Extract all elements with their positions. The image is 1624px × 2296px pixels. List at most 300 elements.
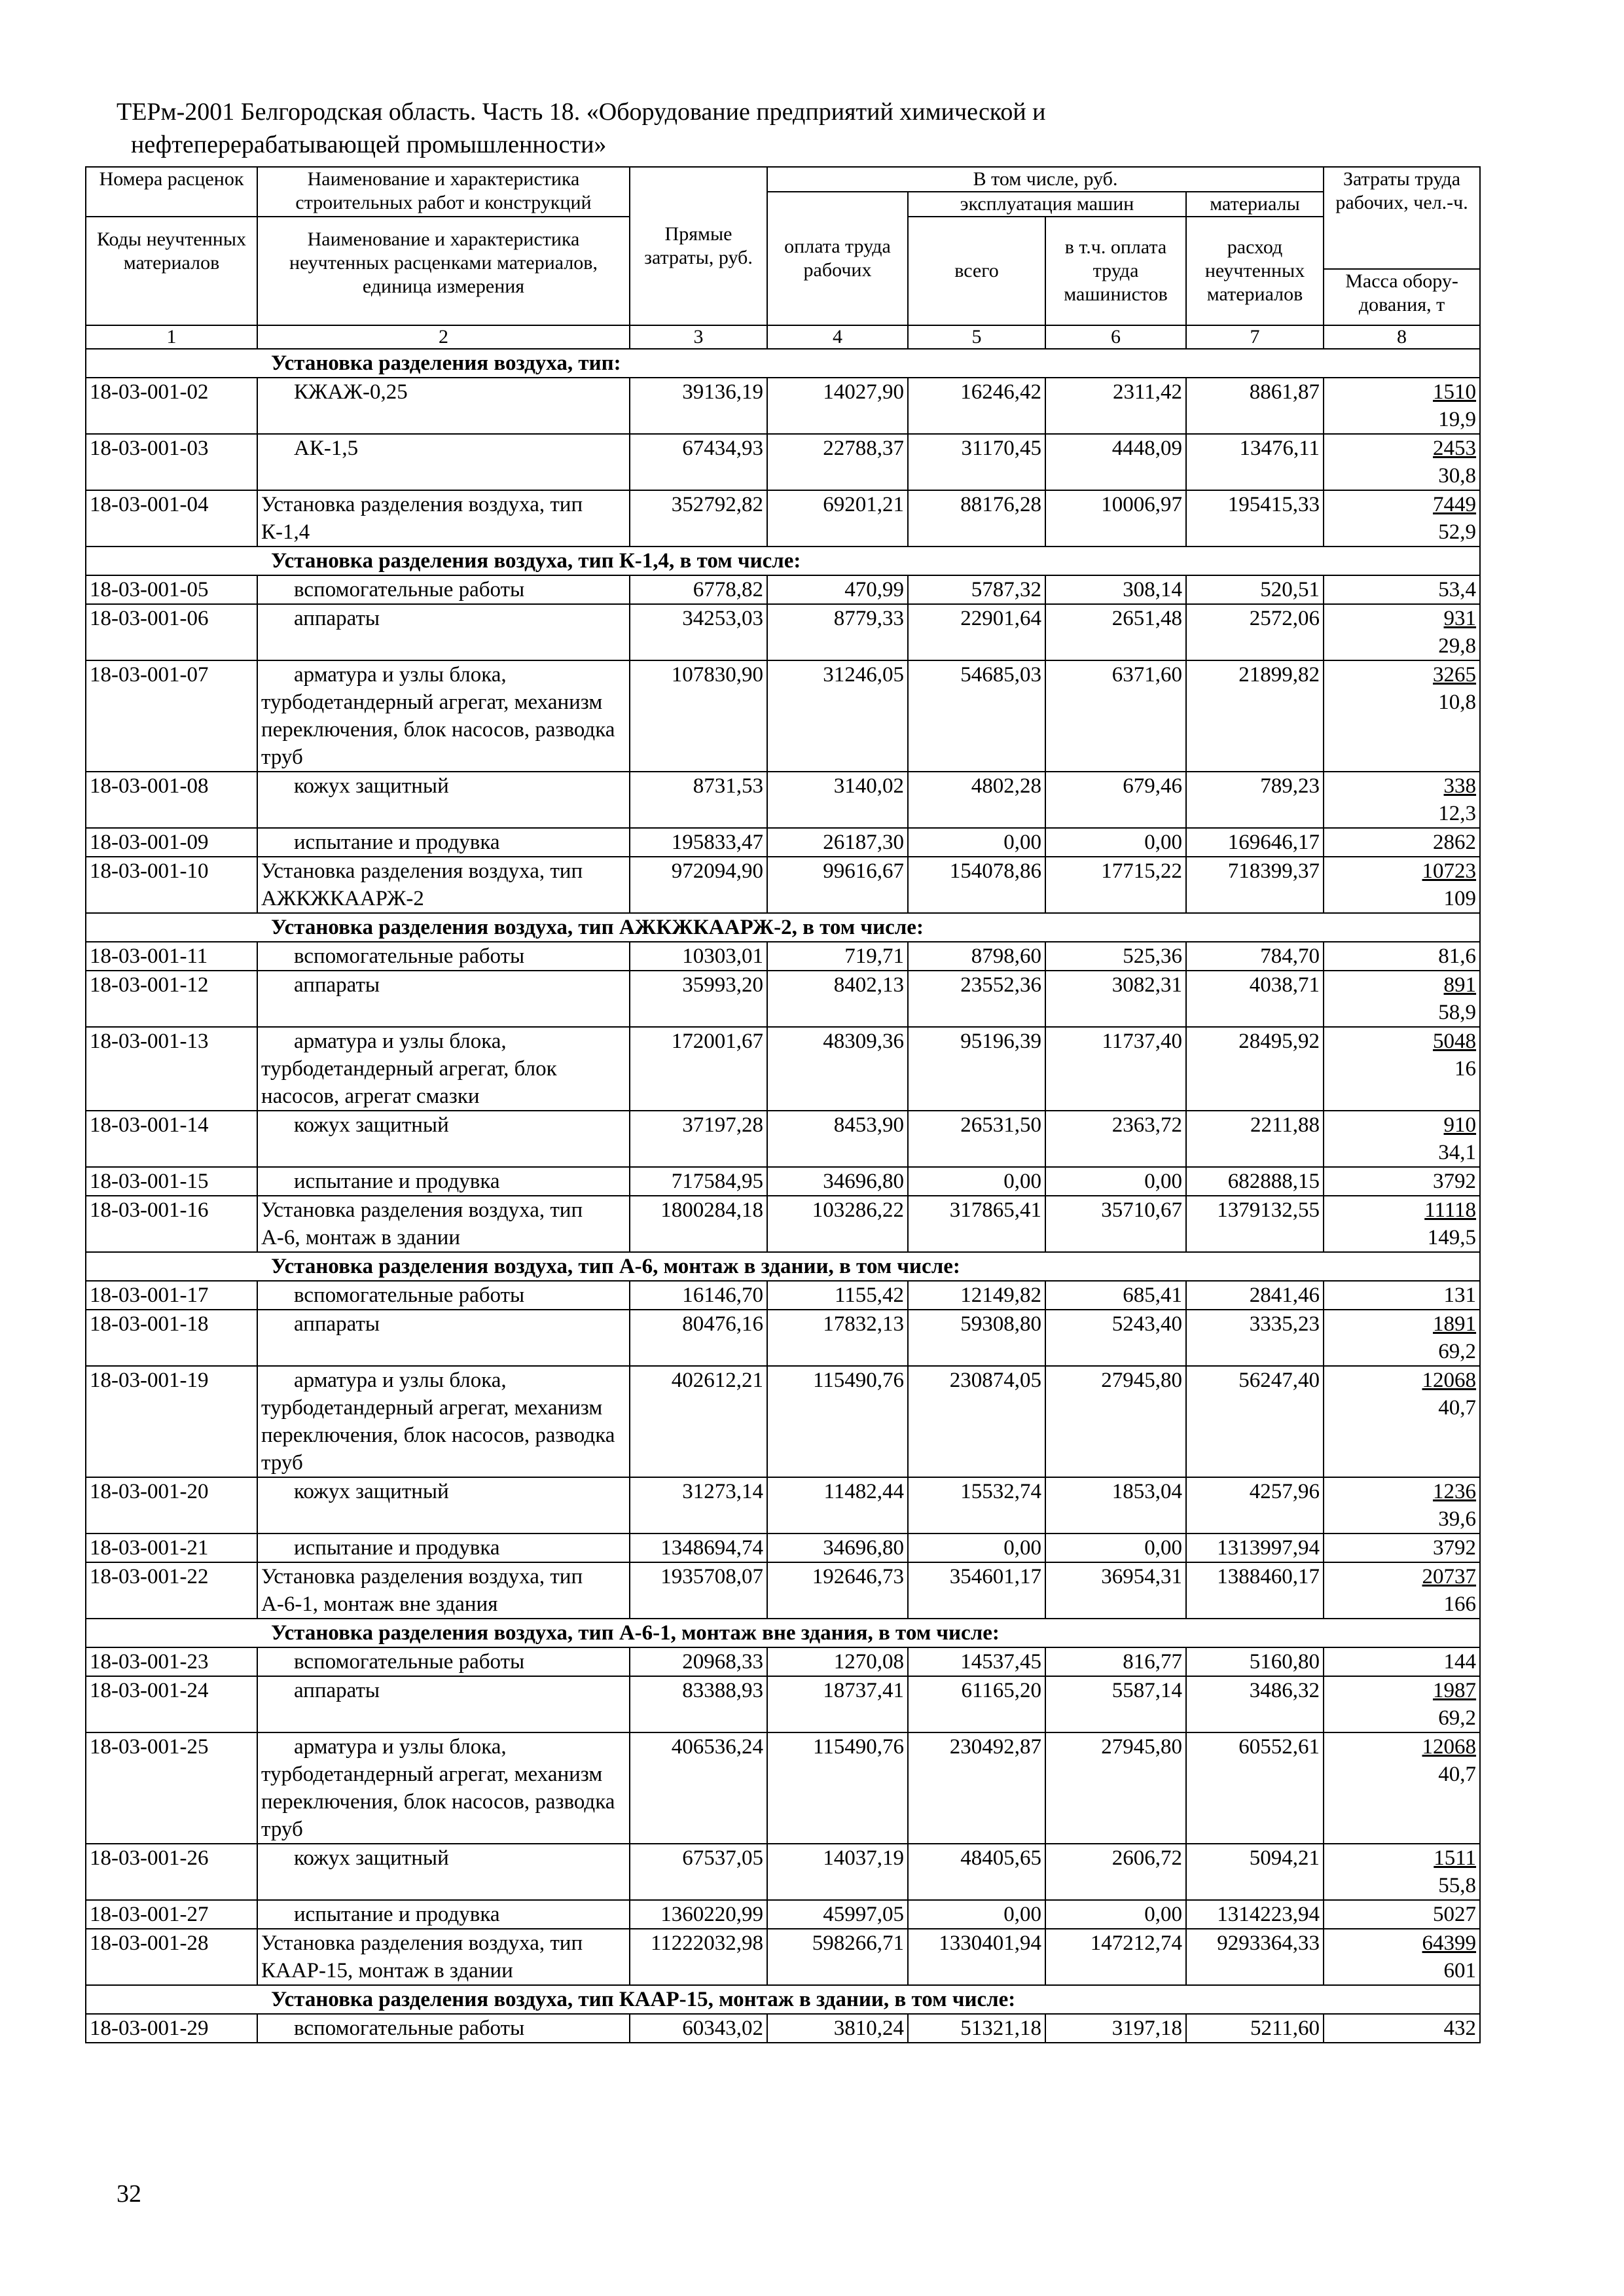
labor-costs: 12068 <box>1422 1369 1477 1392</box>
rate-code: 18-03-001-04 <box>86 490 257 547</box>
header-names <box>257 167 630 325</box>
labor-mass-cell <box>1324 1676 1480 1732</box>
labor-mass-cell <box>1324 2014 1480 2043</box>
header-material-name: Наименование и характеристика неучтенных расценками материалов, единица измерения <box>289 228 598 297</box>
direct-costs: 717584,95 <box>630 1167 767 1196</box>
equipment-mass: 58,9 <box>1438 1001 1477 1024</box>
work-name <box>257 772 630 828</box>
labor-mass-cell <box>1324 434 1480 490</box>
worker-pay: 719,71 <box>767 942 908 971</box>
labor-costs: 432 <box>1443 2017 1477 2040</box>
header-unaccounted-materials: расход неучтенных материалов <box>1186 217 1324 325</box>
machine-total: 0,00 <box>908 1167 1045 1196</box>
labor-costs: 64399 <box>1422 1931 1477 1955</box>
materials-cost: 169646,17 <box>1186 828 1324 857</box>
work-name-text: аппараты <box>294 1312 380 1336</box>
work-name <box>257 828 630 857</box>
section-row <box>86 913 1480 942</box>
work-name <box>257 660 630 772</box>
labor-mass-cell <box>1324 1111 1480 1167</box>
rate-code: 18-03-001-10 <box>86 857 257 913</box>
col-number-3: 3 <box>630 325 767 349</box>
header-materials: материалы <box>1186 192 1324 217</box>
worker-pay: 470,99 <box>767 575 908 604</box>
materials-cost: 8861,87 <box>1186 378 1324 434</box>
rate-code: 18-03-001-13 <box>86 1027 257 1111</box>
work-name-text: Установка разделения воздуха, тип К-1,4 <box>261 493 583 544</box>
rate-code: 18-03-001-06 <box>86 604 257 660</box>
rate-code: 18-03-001-19 <box>86 1366 257 1477</box>
direct-costs: 1360220,99 <box>630 1900 767 1929</box>
work-name-text: вспомогательные работы <box>294 578 525 601</box>
machine-total: 0,00 <box>908 828 1045 857</box>
direct-costs: 406536,24 <box>630 1732 767 1844</box>
header-rate-numbers: Номера расценок <box>86 168 257 217</box>
table-row <box>86 1111 1480 1167</box>
work-name-text: аппараты <box>294 973 380 997</box>
direct-costs: 972094,90 <box>630 857 767 913</box>
labor-costs: 5048 <box>1433 1030 1477 1053</box>
materials-cost: 5160,80 <box>1186 1647 1324 1676</box>
labor-mass-cell <box>1324 1167 1480 1196</box>
materials-cost: 4257,96 <box>1186 1477 1324 1534</box>
machine-total: 15532,74 <box>908 1477 1045 1534</box>
operator-pay: 11737,40 <box>1045 1027 1186 1111</box>
work-name <box>257 1310 630 1366</box>
table-row <box>86 1929 1480 1985</box>
header-labor-costs: Затраты труда рабочих, чел.-ч. <box>1324 168 1479 270</box>
header-total: всего <box>908 217 1045 325</box>
work-name-text: кожух защитный <box>294 1480 449 1503</box>
equipment-mass: 19,9 <box>1438 408 1477 431</box>
table-row <box>86 1732 1480 1844</box>
rate-code: 18-03-001-22 <box>86 1562 257 1619</box>
labor-mass-cell <box>1324 1027 1480 1111</box>
direct-costs: 16146,70 <box>630 1281 767 1310</box>
operator-pay: 35710,67 <box>1045 1196 1186 1252</box>
work-name-text: арматура и узлы блока, турбодетандерный агрегат, механизм переключения, блок насосов, разводка труб <box>261 1735 615 1841</box>
table-row <box>86 971 1480 1027</box>
header-labor-mass <box>1324 167 1480 325</box>
work-name-text: аппараты <box>294 1679 380 1702</box>
labor-costs: 891 <box>1443 973 1477 997</box>
work-name <box>257 490 630 547</box>
document-title <box>117 96 1478 161</box>
machine-total: 23552,36 <box>908 971 1045 1027</box>
direct-costs: 39136,19 <box>630 378 767 434</box>
worker-pay: 598266,71 <box>767 1929 908 1985</box>
operator-pay: 2651,48 <box>1045 604 1186 660</box>
rate-code: 18-03-001-08 <box>86 772 257 828</box>
table-row <box>86 2014 1480 2043</box>
table-row <box>86 1676 1480 1732</box>
equipment-mass: 12,3 <box>1438 802 1477 825</box>
materials-cost: 13476,11 <box>1186 434 1324 490</box>
worker-pay: 99616,67 <box>767 857 908 913</box>
work-name-text: вспомогательные работы <box>294 1283 525 1307</box>
materials-cost: 1314223,94 <box>1186 1900 1324 1929</box>
worker-pay: 8453,90 <box>767 1111 908 1167</box>
materials-cost: 4038,71 <box>1186 971 1324 1027</box>
operator-pay: 679,46 <box>1045 772 1186 828</box>
operator-pay: 525,36 <box>1045 942 1186 971</box>
operator-pay: 147212,74 <box>1045 1929 1186 1985</box>
operator-pay: 5243,40 <box>1045 1310 1186 1366</box>
direct-costs: 60343,02 <box>630 2014 767 2043</box>
work-name-text: аппараты <box>294 607 380 630</box>
labor-costs: 5027 <box>1433 1903 1477 1926</box>
work-name-text: вспомогательные работы <box>294 2017 525 2040</box>
worker-pay: 34696,80 <box>767 1167 908 1196</box>
section-row <box>86 547 1480 575</box>
table-row <box>86 772 1480 828</box>
table-row <box>86 1167 1480 1196</box>
materials-cost: 60552,61 <box>1186 1732 1324 1844</box>
title-line-2: нефтеперерабатывающей промышленности» <box>131 131 607 158</box>
header-including: В том числе, руб. <box>767 167 1324 192</box>
materials-cost: 2211,88 <box>1186 1111 1324 1167</box>
rate-code: 18-03-001-24 <box>86 1676 257 1732</box>
machine-total: 22901,64 <box>908 604 1045 660</box>
labor-costs: 3792 <box>1433 1536 1477 1560</box>
equipment-mass: 29,8 <box>1438 634 1477 658</box>
work-name <box>257 1562 630 1619</box>
header-material-codes: Коды неучтенных материалов <box>97 228 246 274</box>
labor-costs: 7449 <box>1433 493 1477 516</box>
labor-costs: 3265 <box>1433 663 1477 687</box>
direct-costs: 1348694,74 <box>630 1534 767 1562</box>
labor-mass-cell <box>1324 1732 1480 1844</box>
materials-cost: 3486,32 <box>1186 1676 1324 1732</box>
worker-pay: 8779,33 <box>767 604 908 660</box>
direct-costs: 195833,47 <box>630 828 767 857</box>
direct-costs: 10303,01 <box>630 942 767 971</box>
work-name <box>257 1647 630 1676</box>
work-name <box>257 1844 630 1900</box>
title-line-1: ТЕРм-2001 Белгородская область. Часть 18. «Оборудование предприятий химической и <box>117 98 1046 126</box>
rate-code: 18-03-001-18 <box>86 1310 257 1366</box>
work-name <box>257 857 630 913</box>
operator-pay: 0,00 <box>1045 1534 1186 1562</box>
work-name-text: вспомогательные работы <box>294 1650 525 1674</box>
header-worker-pay: оплата труда рабочих <box>767 192 908 325</box>
materials-cost: 1388460,17 <box>1186 1562 1324 1619</box>
table-row <box>86 1027 1480 1111</box>
machine-total: 59308,80 <box>908 1310 1045 1366</box>
machine-total: 26531,50 <box>908 1111 1045 1167</box>
header-machine-operation: эксплуатация машин <box>908 192 1186 217</box>
worker-pay: 14027,90 <box>767 378 908 434</box>
materials-cost: 3335,23 <box>1186 1310 1324 1366</box>
direct-costs: 107830,90 <box>630 660 767 772</box>
machine-total: 230492,87 <box>908 1732 1045 1844</box>
rate-code: 18-03-001-28 <box>86 1929 257 1985</box>
materials-cost: 21899,82 <box>1186 660 1324 772</box>
work-name <box>257 1929 630 1985</box>
labor-costs: 12068 <box>1422 1735 1477 1759</box>
labor-mass-cell <box>1324 1562 1480 1619</box>
materials-cost: 1313997,94 <box>1186 1534 1324 1562</box>
labor-mass-cell <box>1324 971 1480 1027</box>
table-row <box>86 942 1480 971</box>
table-row <box>86 1844 1480 1900</box>
labor-costs: 338 <box>1443 774 1477 798</box>
work-name <box>257 1111 630 1167</box>
materials-cost: 2572,06 <box>1186 604 1324 660</box>
work-name-text: Установка разделения воздуха, тип А-6, монтаж в здании <box>261 1198 583 1249</box>
table-row <box>86 1647 1480 1676</box>
rate-code: 18-03-001-02 <box>86 378 257 434</box>
materials-cost: 1379132,55 <box>1186 1196 1324 1252</box>
header-codes <box>86 167 257 325</box>
equipment-mass: 34,1 <box>1438 1141 1477 1164</box>
header-work-name: Наименование и характеристика строительных работ и конструкций <box>258 168 629 217</box>
machine-total: 154078,86 <box>908 857 1045 913</box>
col-number-1: 1 <box>86 325 257 349</box>
col-number-7: 7 <box>1186 325 1324 349</box>
rate-code: 18-03-001-29 <box>86 2014 257 2043</box>
machine-total: 0,00 <box>908 1534 1045 1562</box>
rate-code: 18-03-001-21 <box>86 1534 257 1562</box>
machine-total: 31170,45 <box>908 434 1045 490</box>
operator-pay: 1853,04 <box>1045 1477 1186 1534</box>
work-name <box>257 1676 630 1732</box>
labor-mass-cell <box>1324 1900 1480 1929</box>
materials-cost: 56247,40 <box>1186 1366 1324 1477</box>
worker-pay: 3140,02 <box>767 772 908 828</box>
work-name-text: вспомогательные работы <box>294 944 525 968</box>
machine-total: 1330401,94 <box>908 1929 1045 1985</box>
labor-mass-cell <box>1324 1929 1480 1985</box>
worker-pay: 115490,76 <box>767 1366 908 1477</box>
direct-costs: 67434,93 <box>630 434 767 490</box>
materials-cost: 9293364,33 <box>1186 1929 1324 1985</box>
labor-mass-cell <box>1324 1647 1480 1676</box>
work-name <box>257 1027 630 1111</box>
materials-cost: 2841,46 <box>1186 1281 1324 1310</box>
equipment-mass: 10,8 <box>1438 691 1477 714</box>
labor-mass-cell <box>1324 1196 1480 1252</box>
machine-total: 0,00 <box>908 1900 1045 1929</box>
labor-mass-cell <box>1324 1310 1480 1366</box>
labor-costs: 1891 <box>1433 1312 1477 1336</box>
header-equipment-mass: Масса обору-дования, т <box>1345 270 1458 315</box>
labor-costs: 20737 <box>1422 1565 1477 1588</box>
machine-total: 14537,45 <box>908 1647 1045 1676</box>
rate-code: 18-03-001-25 <box>86 1732 257 1844</box>
table-row <box>86 1366 1480 1477</box>
operator-pay: 27945,80 <box>1045 1366 1186 1477</box>
work-name-text: Установка разделения воздуха, тип А-6-1, монтаж вне здания <box>261 1565 583 1616</box>
labor-costs: 53,4 <box>1438 578 1477 601</box>
labor-mass-cell <box>1324 828 1480 857</box>
col-number-4: 4 <box>767 325 908 349</box>
work-name <box>257 1366 630 1477</box>
work-name-text: Установка разделения воздуха, тип КААР-15, монтаж в здании <box>261 1931 583 1982</box>
equipment-mass: 109 <box>1443 887 1477 910</box>
operator-pay: 3197,18 <box>1045 2014 1186 2043</box>
section-heading: Установка разделения воздуха, тип КААР-15, монтаж в здании, в том числе: <box>86 1985 1480 2014</box>
labor-costs: 1987 <box>1433 1679 1477 1702</box>
machine-total: 230874,05 <box>908 1366 1045 1477</box>
machine-total: 48405,65 <box>908 1844 1045 1900</box>
labor-mass-cell <box>1324 604 1480 660</box>
header-direct-costs: Прямые затраты, руб. <box>630 167 767 325</box>
labor-costs: 3792 <box>1433 1170 1477 1193</box>
equipment-mass: 39,6 <box>1438 1507 1477 1531</box>
direct-costs: 11222032,98 <box>630 1929 767 1985</box>
table-row <box>86 604 1480 660</box>
machine-total: 95196,39 <box>908 1027 1045 1111</box>
section-row <box>86 1619 1480 1647</box>
operator-pay: 2606,72 <box>1045 1844 1186 1900</box>
machine-total: 354601,17 <box>908 1562 1045 1619</box>
materials-cost: 784,70 <box>1186 942 1324 971</box>
worker-pay: 115490,76 <box>767 1732 908 1844</box>
table-body <box>86 349 1480 2043</box>
table-header <box>86 167 1480 349</box>
work-name-text: КЖАЖ-0,25 <box>294 380 408 404</box>
section-row <box>86 349 1480 378</box>
direct-costs: 80476,16 <box>630 1310 767 1366</box>
labor-costs: 910 <box>1443 1113 1477 1137</box>
section-heading: Установка разделения воздуха, тип АЖКЖКААРЖ-2, в том числе: <box>86 913 1480 942</box>
labor-costs: 81,6 <box>1438 944 1477 968</box>
table-row <box>86 1562 1480 1619</box>
worker-pay: 1270,08 <box>767 1647 908 1676</box>
machine-total: 51321,18 <box>908 2014 1045 2043</box>
labor-mass-cell <box>1324 1281 1480 1310</box>
operator-pay: 17715,22 <box>1045 857 1186 913</box>
work-name <box>257 1534 630 1562</box>
equipment-mass: 69,2 <box>1438 1706 1477 1730</box>
materials-cost: 718399,37 <box>1186 857 1324 913</box>
work-name <box>257 942 630 971</box>
machine-total: 54685,03 <box>908 660 1045 772</box>
machine-total: 16246,42 <box>908 378 1045 434</box>
materials-cost: 789,23 <box>1186 772 1324 828</box>
labor-mass-cell <box>1324 942 1480 971</box>
materials-cost: 682888,15 <box>1186 1167 1324 1196</box>
labor-costs: 1236 <box>1433 1480 1477 1503</box>
col-number-8: 8 <box>1324 325 1480 349</box>
materials-cost: 5211,60 <box>1186 2014 1324 2043</box>
rate-code: 18-03-001-27 <box>86 1900 257 1929</box>
direct-costs: 67537,05 <box>630 1844 767 1900</box>
work-name-text: испытание и продувка <box>294 1536 500 1560</box>
direct-costs: 352792,82 <box>630 490 767 547</box>
worker-pay: 69201,21 <box>767 490 908 547</box>
table-row <box>86 1281 1480 1310</box>
operator-pay: 36954,31 <box>1045 1562 1186 1619</box>
work-name-text: испытание и продувка <box>294 831 500 854</box>
worker-pay: 14037,19 <box>767 1844 908 1900</box>
header-operator-pay: в т.ч. оплата труда машинистов <box>1045 217 1186 325</box>
labor-costs: 2862 <box>1433 831 1477 854</box>
rate-code: 18-03-001-11 <box>86 942 257 971</box>
machine-total: 5787,32 <box>908 575 1045 604</box>
labor-mass-cell <box>1324 772 1480 828</box>
rate-code: 18-03-001-15 <box>86 1167 257 1196</box>
labor-mass-cell <box>1324 378 1480 434</box>
work-name <box>257 434 630 490</box>
equipment-mass: 601 <box>1443 1959 1477 1982</box>
worker-pay: 26187,30 <box>767 828 908 857</box>
direct-costs: 20968,33 <box>630 1647 767 1676</box>
equipment-mass: 69,2 <box>1438 1340 1477 1363</box>
col-number-2: 2 <box>257 325 630 349</box>
worker-pay: 192646,73 <box>767 1562 908 1619</box>
machine-total: 61165,20 <box>908 1676 1045 1732</box>
worker-pay: 34696,80 <box>767 1534 908 1562</box>
worker-pay: 103286,22 <box>767 1196 908 1252</box>
materials-cost: 520,51 <box>1186 575 1324 604</box>
worker-pay: 18737,41 <box>767 1676 908 1732</box>
operator-pay: 0,00 <box>1045 1900 1186 1929</box>
labor-costs: 11118 <box>1424 1198 1477 1222</box>
labor-mass-cell <box>1324 490 1480 547</box>
equipment-mass: 40,7 <box>1438 1396 1477 1420</box>
labor-costs: 931 <box>1443 607 1477 630</box>
rate-code: 18-03-001-03 <box>86 434 257 490</box>
table-row <box>86 1534 1480 1562</box>
work-name-text: испытание и продувка <box>294 1170 500 1193</box>
labor-mass-cell <box>1324 660 1480 772</box>
work-name <box>257 604 630 660</box>
labor-mass-cell <box>1324 1477 1480 1534</box>
direct-costs: 34253,03 <box>630 604 767 660</box>
work-name <box>257 1732 630 1844</box>
work-name <box>257 378 630 434</box>
col-number-5: 5 <box>908 325 1045 349</box>
operator-pay: 4448,09 <box>1045 434 1186 490</box>
worker-pay: 3810,24 <box>767 2014 908 2043</box>
page-number: 32 <box>117 2180 141 2208</box>
table-row <box>86 434 1480 490</box>
table-row <box>86 1477 1480 1534</box>
col-number-6: 6 <box>1045 325 1186 349</box>
operator-pay: 0,00 <box>1045 828 1186 857</box>
operator-pay: 685,41 <box>1045 1281 1186 1310</box>
table-row <box>86 660 1480 772</box>
table-row <box>86 1196 1480 1252</box>
labor-costs: 2453 <box>1433 437 1477 460</box>
worker-pay: 48309,36 <box>767 1027 908 1111</box>
labor-mass-cell <box>1324 1366 1480 1477</box>
operator-pay: 3082,31 <box>1045 971 1186 1027</box>
operator-pay: 2363,72 <box>1045 1111 1186 1167</box>
work-name-text: кожух защитный <box>294 774 449 798</box>
work-name-text: кожух защитный <box>294 1113 449 1137</box>
direct-costs: 1935708,07 <box>630 1562 767 1619</box>
table-row <box>86 490 1480 547</box>
work-name-text: арматура и узлы блока, турбодетандерный агрегат, механизм переключения, блок насосов, разводка труб <box>261 663 615 769</box>
labor-costs: 1511 <box>1434 1846 1477 1870</box>
worker-pay: 45997,05 <box>767 1900 908 1929</box>
section-row <box>86 1252 1480 1281</box>
operator-pay: 5587,14 <box>1045 1676 1186 1732</box>
rate-code: 18-03-001-26 <box>86 1844 257 1900</box>
work-name-text: АК-1,5 <box>294 437 359 460</box>
direct-costs: 8731,53 <box>630 772 767 828</box>
operator-pay: 6371,60 <box>1045 660 1186 772</box>
work-name-text: кожух защитный <box>294 1846 449 1870</box>
operator-pay: 10006,97 <box>1045 490 1186 547</box>
work-name <box>257 575 630 604</box>
labor-mass-cell <box>1324 857 1480 913</box>
direct-costs: 172001,67 <box>630 1027 767 1111</box>
section-heading: Установка разделения воздуха, тип А-6, монтаж в здании, в том числе: <box>86 1252 1480 1281</box>
